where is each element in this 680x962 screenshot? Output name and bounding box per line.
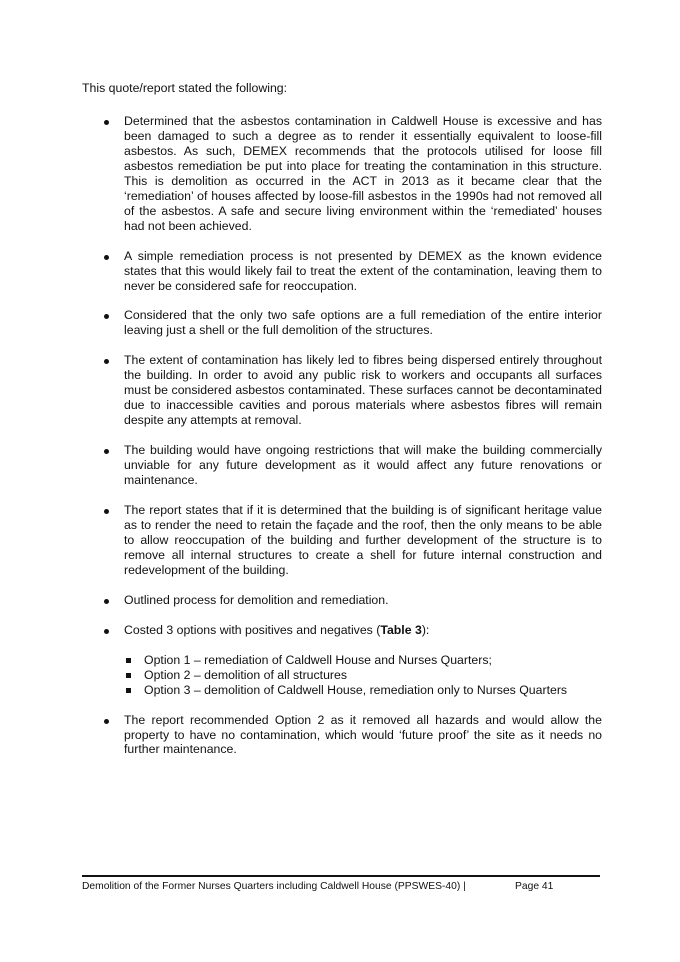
list-item-text: The report recommended Option 2 as it removed all hazards and would allow the property to have no contamination, which would ‘future proof’ the site as it needs no further maintenance. [124, 712, 602, 757]
square-bullet-icon [126, 658, 131, 663]
list-item [82, 249, 602, 294]
list-item-text: The report states that if it is determined that the building is of significant heritage value as to render the need to retain the façade and the roof, then the only means to be able to allow reoccupation of the building and further development of the structure is to remove all internal structures to create a shell for future internal construction and redevelopment of the building. [124, 503, 602, 577]
footer-page-number: Page 41 [515, 881, 554, 892]
list-item-text: A simple remediation process is not presented by DEMEX as the known evidence states that this would likely fail to treat the extent of the contamination, leaving them to never be considered safe for reoccupation. [124, 248, 602, 293]
bullet-icon [104, 359, 109, 364]
table-reference: Table 3 [380, 622, 422, 637]
bullet-icon [104, 120, 109, 125]
list-item [82, 713, 602, 758]
costed-text-after: ): [421, 622, 430, 637]
options-sublist-container [82, 653, 602, 698]
intro-paragraph: This quote/report stated the following: [82, 81, 288, 95]
costed-options-item [82, 623, 602, 638]
bullet-icon [104, 449, 109, 454]
list-item-text: Considered that the only two safe options are a full remediation of the entire interior leaving just a shell or the full demolition of the structures. [124, 308, 602, 338]
list-item-text: The building would have ongoing restrictions that will make the building commercially unviable for any future development as it would affect any future renovations or maintenance. [124, 443, 602, 488]
list-item [82, 308, 602, 338]
list-item [82, 593, 602, 608]
option-text: Option 2 – demolition of all structures [144, 667, 348, 682]
square-bullet-icon [126, 673, 131, 678]
costed-text-before: Costed 3 options with positives and negatives ( [124, 622, 381, 637]
option-item [82, 683, 602, 698]
option-item [82, 668, 602, 683]
square-bullet-icon [126, 688, 131, 693]
footer-document-title: Demolition of the Former Nurses Quarters including Caldwell House (PPSWES-40) | [82, 881, 466, 892]
list-item [82, 353, 602, 428]
bullet-icon [104, 629, 109, 634]
bullet-icon [104, 314, 109, 319]
list-item [82, 503, 602, 578]
option-text: Option 3 – demolition of Caldwell House, remediation only to Nurses Quarters [144, 682, 568, 697]
list-item [82, 114, 602, 234]
list-item [82, 443, 602, 488]
bullet-icon [104, 509, 109, 514]
footer-divider [82, 875, 600, 877]
option-item [82, 653, 602, 668]
bullet-icon [104, 255, 109, 260]
list-item-text: Outlined process for demolition and remediation. [124, 592, 389, 607]
list-item-text: Determined that the asbestos contamination in Caldwell House is excessive and has been damaged to such a degree as to render it essentially equivalent to loose-fill asbestos. As such, DEMEX recommends that the protocols utilised for loose fill asbestos remediation be put into place for treating the contamination in this structure. This is demolition as occurred in the ACT in 2013 as it became clear that the ‘remediation’ of houses affected by loose-fill asbestos in the 1990s had not removed all of the asbestos. A safe and secure living environment within the ‘remediated’ houses had not been achieved. [124, 114, 602, 233]
bullet-icon [104, 599, 109, 604]
option-text: Option 1 – remediation of Caldwell House and Nurses Quarters; [144, 652, 492, 667]
options-sublist [82, 653, 602, 698]
findings-list [82, 114, 602, 772]
list-item-text: The extent of contamination has likely led to fibres being dispersed entirely throughout the building. In order to avoid any public risk to workers and occupants all surfaces must be considered asbestos contaminated. These surfaces cannot be decontaminated due to inaccessible cavities and porous materials where asbestos fibres will remain despite any attempts at removal. [124, 353, 602, 428]
bullet-icon [104, 719, 109, 724]
